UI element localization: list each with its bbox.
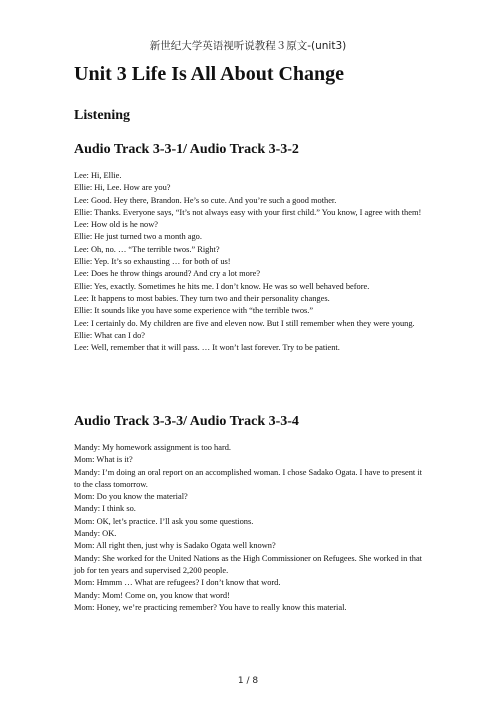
- unit-title: Unit 3 Life Is All About Change: [74, 63, 345, 85]
- track-heading: Audio Track 3-3-3/ Audio Track 3-3-4: [74, 414, 299, 429]
- dialogue-line: Mom: Do you know the material?: [74, 492, 188, 502]
- dialogue-line: Mandy: Mom! Come on, you know that word!: [74, 590, 230, 600]
- dialogue-line: Ellie: He just turned two a month ago.: [74, 232, 202, 242]
- dialogue-line: Mom: Hmmm … What are refugees? I don’t know that word.: [74, 578, 281, 588]
- dialogue-line: Ellie: Yes, exactly. Sometimes he hits me. I don’t know. He was so well behaved before.: [74, 281, 370, 291]
- track-heading: Audio Track 3-3-1/ Audio Track 3-3-2: [74, 142, 299, 157]
- dialogue-line: Mandy: I think so.: [74, 504, 136, 514]
- dialogue-line: Mandy: She worked for the United Nations as the High Commissioner on Refugees. She worked in that job for ten years and supervised 2,200 people.: [74, 553, 422, 575]
- dialogue-line: Lee: Well, remember that it will pass. … It won’t last forever. Try to be patient.: [74, 343, 340, 353]
- dialogue-line: Mom: Honey, we’re practicing remember? You have to really know this material.: [74, 602, 347, 612]
- dialogue-line: Ellie: Thanks. Everyone says, “It’s not always easy with your first child.” You know, I agree with them!: [74, 207, 422, 217]
- dialogue-line: Mandy: My homework assignment is too hard.: [74, 443, 232, 452]
- dialogue-line: Ellie: What can I do?: [74, 330, 146, 340]
- dialogue-line: Ellie: It sounds like you have some experience with “the terrible twos.”: [74, 306, 314, 316]
- dialogue-line: Mom: What is it?: [74, 455, 133, 465]
- dialogue-line: Lee: Hi, Ellie.: [74, 171, 122, 180]
- dialogue-line: Lee: Oh, no. … “The terrible twos.” Right?: [74, 244, 220, 254]
- dialogue-line: Lee: It happens to most babies. They turn two and their personality changes.: [74, 293, 330, 303]
- section-heading-listening: Listening: [74, 108, 131, 123]
- dialogue-line: Lee: How old is he now?: [74, 220, 158, 230]
- dialogue-line: Ellie: Yep. It’s so exhausting … for both of us!: [74, 257, 231, 267]
- dialogue-line: Mom: All right then, just why is Sadako Ogata well known?: [74, 541, 276, 551]
- page-header: 新世纪大学英语视听说教程３原文-(unit3): [149, 40, 347, 52]
- audio-track-block: [74, 414, 422, 614]
- page-number: 1 / 8: [237, 676, 259, 686]
- dialogue-line: Lee: Good. Hey there, Brandon. He’s so cute. And you’re such a good mother.: [74, 195, 337, 205]
- dialogue-line: Mandy: I’m doing an oral report on an accomplished woman. I chose Sadako Ogata. I have to present it to the class tomorrow.: [74, 467, 422, 489]
- audio-track-block: [74, 142, 422, 354]
- dialogue-line: Ellie: Hi, Lee. How are you?: [74, 183, 171, 193]
- dialogue-line: Mom: OK, let’s practice. I’ll ask you some questions.: [74, 516, 254, 526]
- dialogue-line: Lee: Does he throw things around? And cry a lot more?: [74, 269, 261, 279]
- dialogue-line: Lee: I certainly do. My children are five and eleven now. But I still remember when they were young.: [74, 318, 415, 328]
- dialogue-line: Mandy: OK.: [74, 529, 117, 539]
